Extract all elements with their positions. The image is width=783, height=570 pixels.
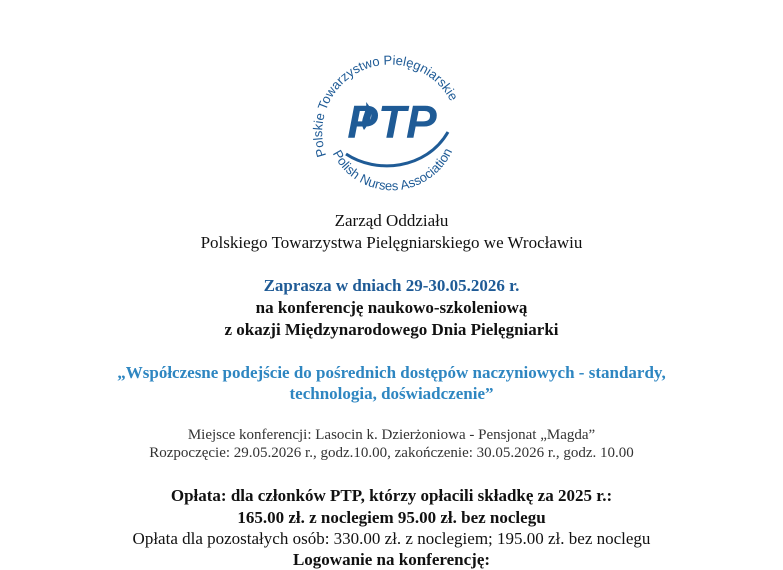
invite-line-2: z okazji Międzynarodowego Dnia Pielęgniarki bbox=[224, 320, 559, 339]
venue-place: Miejsce konferencji: Lasocin k. Dzierżoniowa - Pensjonat „Magda” bbox=[187, 427, 596, 443]
registration-heading: Logowanie na konferencję: bbox=[292, 550, 491, 569]
ptp-logo bbox=[306, 42, 476, 194]
svg-text:Polish Nurses Association bbox=[330, 146, 455, 194]
fee-members: Opłata: dla członków PTP, którzy opłacili składkę za 2025 r.: bbox=[170, 486, 613, 505]
conference-title-line-2: technologia, doświadczenie” bbox=[289, 384, 494, 403]
fee-members-prices: 165.00 zł. z noclegiem 95.00 zł. bez noclegu bbox=[237, 508, 546, 527]
invite-dates: Zaprasza w dniach 29-30.05.2026 r. bbox=[263, 276, 520, 295]
fee-others: Opłata dla pozostałych osób: 330.00 zł. z noclegiem; 195.00 zł. bez noclegu bbox=[132, 529, 651, 548]
logo-monogram: PTP bbox=[347, 96, 437, 148]
invite-line-1: na konferencję naukowo-szkoleniową bbox=[255, 298, 528, 317]
logo-ring-text-top: Polskie Towarzystwo Pielęgniarskie bbox=[310, 52, 462, 159]
header-line-2: Polskiego Towarzystwa Pielęgniarskiego we Wrocławiu bbox=[200, 233, 583, 252]
header-line-1: Zarząd Oddziału bbox=[334, 211, 449, 230]
venue-time: Rozpoczęcie: 29.05.2026 r., godz.10.00, zakończenie: 30.05.2026 r., godz. 10.00 bbox=[149, 445, 634, 461]
conference-title-line-1: „Współczesne podejście do pośrednich dostępów naczyniowych - standardy, bbox=[117, 363, 666, 382]
logo-ring-text-bottom: Polish Nurses Association bbox=[329, 145, 456, 194]
